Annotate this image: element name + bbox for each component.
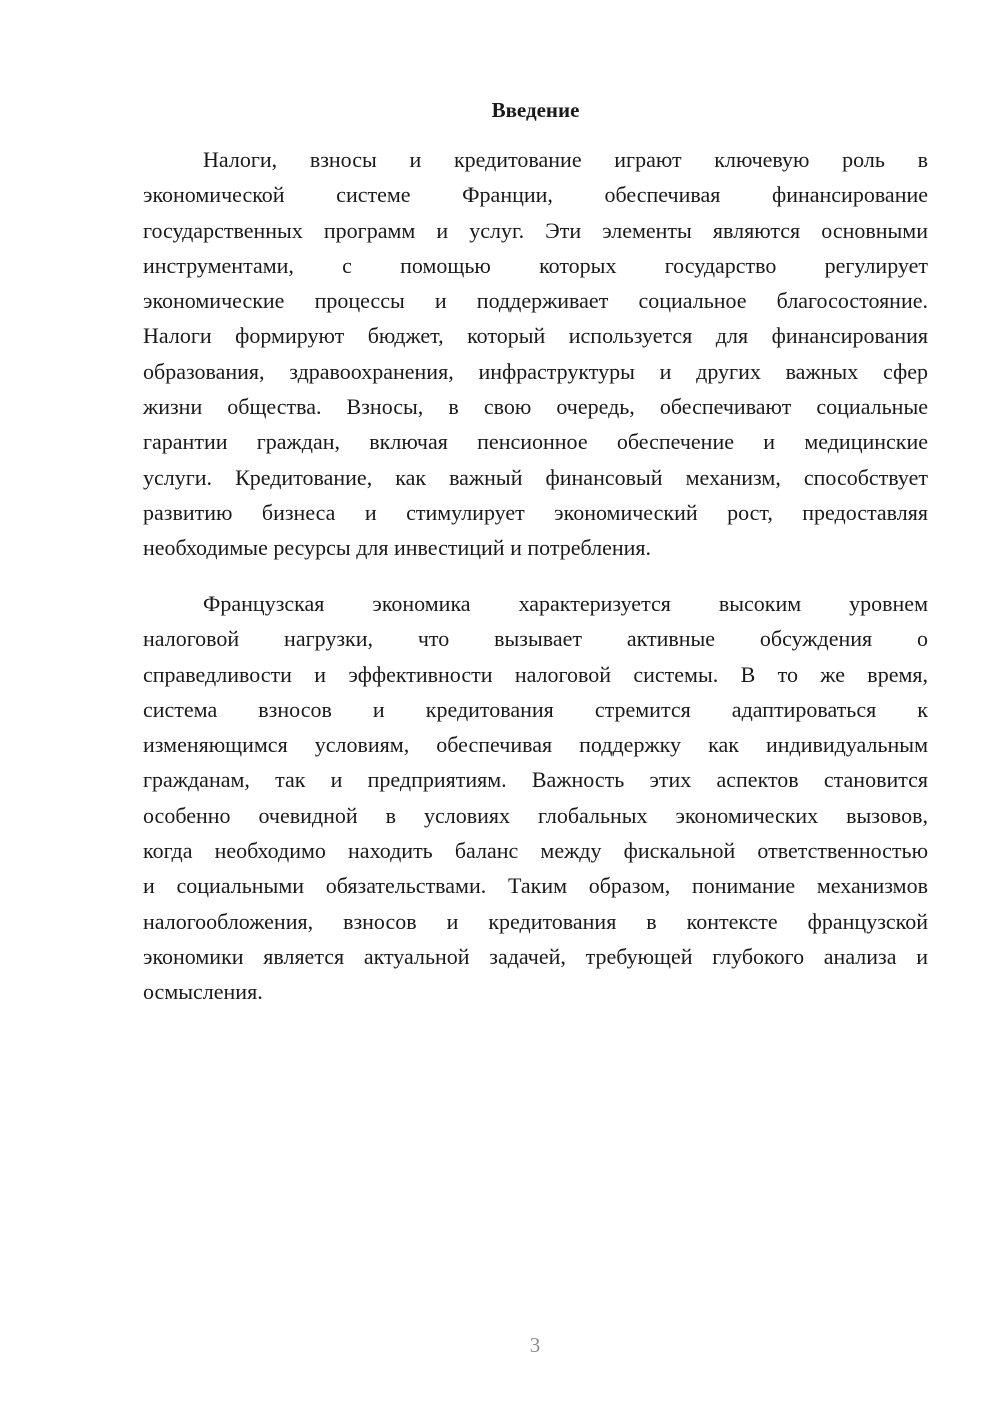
text-line: образования, здравоохранения, инфраструктуры и других важных сфер xyxy=(143,358,928,384)
page-number: 3 xyxy=(529,1333,541,1357)
text-line: и социальными обязательствами. Таким образом, понимание механизмов xyxy=(143,873,928,899)
section-heading: Введение xyxy=(491,98,580,122)
text-line: Французская экономика характеризуется высоким уровнем xyxy=(203,591,928,616)
text-line: особенно очевидной в условиях глобальных экономических вызовов, xyxy=(143,802,928,828)
text-line: жизни общества. Взносы, в свою очередь, обеспечивают социальные xyxy=(143,394,928,420)
text-line: система взносов и кредитования стремится адаптироваться к xyxy=(143,696,928,722)
text-line: инструментами, с помощью которых государство регулирует xyxy=(143,252,928,278)
text-line: гражданам, так и предприятиям. Важность этих аспектов становится xyxy=(143,767,928,793)
text-line: государственных программ и услуг. Эти элементы являются основными xyxy=(143,217,928,243)
text-line: справедливости и эффективности налоговой системы. В то же время, xyxy=(143,661,928,687)
paragraph-2 xyxy=(143,586,928,1010)
text-line: Налоги формируют бюджет, который используется для финансирования xyxy=(143,323,928,349)
paragraph-1 xyxy=(143,142,928,566)
text-line: развитию бизнеса и стимулирует экономический рост, предоставляя xyxy=(143,499,928,525)
text-line: экономической системе Франции, обеспечивая финансирование xyxy=(143,182,928,208)
text-line: осмысления. xyxy=(143,979,263,1005)
text-line: экономические процессы и поддерживает социальное благосостояние. xyxy=(143,288,928,314)
text-line: Налоги, взносы и кредитование играют ключевую роль в xyxy=(203,147,928,172)
text-line: налогообложения, взносов и кредитования в контексте французской xyxy=(143,908,928,934)
text-line: когда необходимо находить баланс между фискальной ответственностью xyxy=(143,838,928,864)
text-line: изменяющимся условиям, обеспечивая поддержку как индивидуальным xyxy=(143,732,928,758)
text-line: налоговой нагрузки, что вызывает активные обсуждения о xyxy=(143,626,928,652)
text-line: гарантии граждан, включая пенсионное обеспечение и медицинские xyxy=(143,429,928,455)
text-line: экономики является актуальной задачей, требующей глубокого анализа и xyxy=(143,943,928,969)
text-line: услуги. Кредитование, как важный финансовый механизм, способствует xyxy=(143,464,928,490)
text-line: необходимые ресурсы для инвестиций и потребления. xyxy=(143,535,652,561)
